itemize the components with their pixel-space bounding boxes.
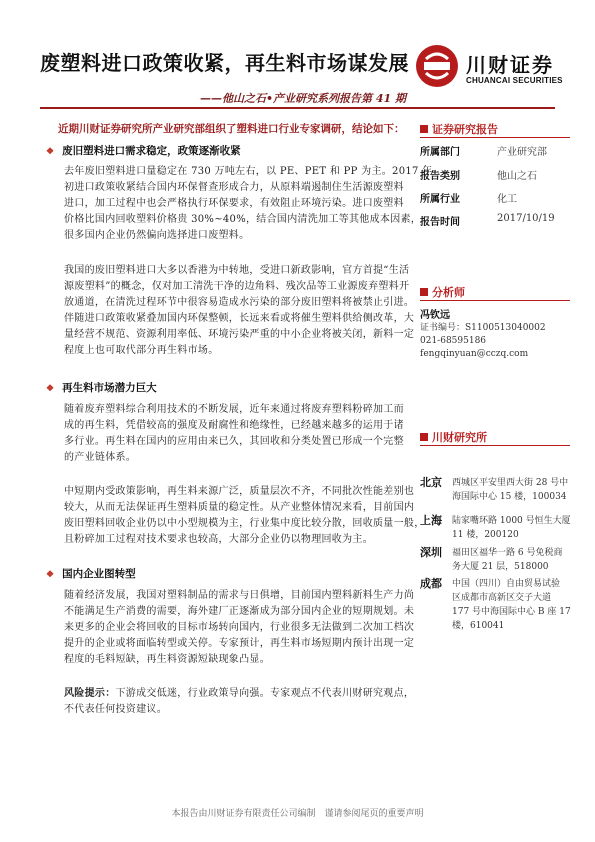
logo-emblem-icon <box>416 45 458 87</box>
diamond-bullet-icon: ❖ <box>46 384 55 394</box>
square-bullet-icon <box>420 288 428 296</box>
section-heading-2: ❖ 再生料市场潜力巨大 <box>46 382 157 394</box>
sidebar-divider <box>420 300 570 301</box>
square-bullet-icon <box>420 433 428 441</box>
page-footer: 本报告由川财证券有限责任公司编制 谨请参阅尾页的重要声明 <box>171 809 424 819</box>
risk-notice: 风险提示：下游成交低迷，行业政策导向强。专家观点不代表川财研究观点， 不代表任何投资建议。 <box>64 688 415 715</box>
analyst-name: 冯钦远 <box>420 310 450 321</box>
intro-statement: 近期川财证券研究所产业研究部组织了塑料进口行业专家调研，结论如下： <box>58 123 405 135</box>
analyst-heading: 分析师 <box>420 284 465 300</box>
analyst-email[interactable]: fengqinyuan@cczq.com <box>420 349 529 359</box>
section-heading-1: ❖ 废旧塑料进口需求稳定，政策逐渐收紧 <box>46 145 241 157</box>
report-title: 废塑料进口政策收紧，再生料市场谋发展 <box>40 51 409 75</box>
analyst-phone: 021-68595186 <box>420 336 487 346</box>
analyst-cert: 证书编号：S1100513040002 <box>420 323 546 333</box>
office-chengdu: 成都 中国（四川）自由贸易试验 区成都市高新区交子大道 177 号中海国际中心 B 座 17 楼，610041 <box>420 577 571 631</box>
office-shenzhen: 深圳 福田区福华一路 6 号免税商 务大厦 21 层，518000 <box>420 546 563 572</box>
info-row-category: 报告类别 他山之石 <box>420 171 537 182</box>
header-divider <box>40 107 555 109</box>
section-3-paragraph-1: 随着经济发展，我国对塑料制品的需求与日俱增，目前国内塑料新料生产力尚 不能满足生产消费的需要，海外建厂正逐渐成为部分国内企业的短期规划。未 来更多的企业会将回收的目标市场转向国内，行业很多无法做到二次加工档次 提升的企业或将面临转型或关停。专家预计，再生料市场短期内预计出现一定 程度的毛料短缺，再生料资源短缺现象凸显。 <box>64 590 415 665</box>
section-2-paragraph-2: 中短期内受政策影响，再生料来源广泛，质量层次不齐，不同批次性能差别也 较大，从而无法保证再生塑料质量的稳定性。从产业整体情况来看，目前国内 废旧塑料回收企业仍以中小型规模为主，行业集中度比较分散，回收质量一般， 且粉碎加工过程对技术要求也较高，大部分企业仍以物理回收为主。 <box>64 486 425 545</box>
square-bullet-icon <box>420 125 428 133</box>
info-row-industry: 所属行业 化工 <box>420 194 517 205</box>
office-shanghai: 上海 陆家嘴环路 1000 号恒生大厦 11 楼，200120 <box>420 514 571 540</box>
report-info-heading: 证券研究报告 <box>420 121 498 137</box>
office-beijing: 北京 西城区平安里西大街 28 号中 海国际中心 15 楼，100034 <box>420 476 569 502</box>
risk-label: 风险提示： <box>64 688 116 699</box>
logo-text-cn: 川财证券 <box>466 53 554 77</box>
section-heading-3: ❖ 国内企业图转型 <box>46 568 136 580</box>
diamond-bullet-icon: ❖ <box>46 570 55 580</box>
sidebar-divider <box>420 445 570 446</box>
institute-heading: 川财研究所 <box>420 429 487 445</box>
diamond-bullet-icon: ❖ <box>46 147 55 157</box>
analyst-block <box>420 309 546 361</box>
info-row-department: 所属部门 产业研究部 <box>420 147 547 158</box>
section-1-paragraph-1: 去年废旧塑料进口量稳定在 730 万吨左右，以 PE、PET 和 PP 为主。2017 年 初进口政策收紧结合国内环保督查形成合力，从原料端遏制住生活源废塑料 进口，加工过程中也会严格执行环保要求，有效阻止环境污染。进口废塑料 价格比国内回收塑料价格贵 30%~40%，结合国内清洗加工等其他成本因素， 很多国内企业仍然偏向选择进口废塑料。 <box>64 166 433 241</box>
sidebar-divider <box>420 137 570 138</box>
section-1-paragraph-2: 我国的废旧塑料进口大多以香港为中转地，受进口新政影响，官方首提“生活 源废塑料”的概念，仅对加工清洗干净的边角料、残次品等工业源废弃塑料开 放通道，在清洗过程环节中很容易造成水污染的部分废旧塑料将被禁止引进。 伴随进口政策收紧叠加国内环保整顿，长远来看或将催生塑料供给侧改革，大 量经营不规范、资源利用率低、环境污染严重的中小企业将被关闭，新料一定 程度上也可取代部分再生料市场。 <box>64 265 415 356</box>
company-logo <box>416 45 576 90</box>
info-row-date: 报告时间 2017/10/19 <box>420 213 555 228</box>
section-2-paragraph-1: 随着废弃塑料综合利用技术的不断发展，近年来通过将废弃塑料粉碎加工而 成的再生料，凭借较高的强度及耐腐性和绝缘性，已经越来越多的运用于诸 多行业。再生料在国内的应用由来已久，其回收和分类处置已形成一个完整 的产业链体系。 <box>64 404 404 463</box>
report-subtitle: ——他山之石•产业研究系列报告第 41 期 <box>200 92 406 105</box>
logo-text-en: CHUANCAI SECURITIES <box>466 76 563 85</box>
